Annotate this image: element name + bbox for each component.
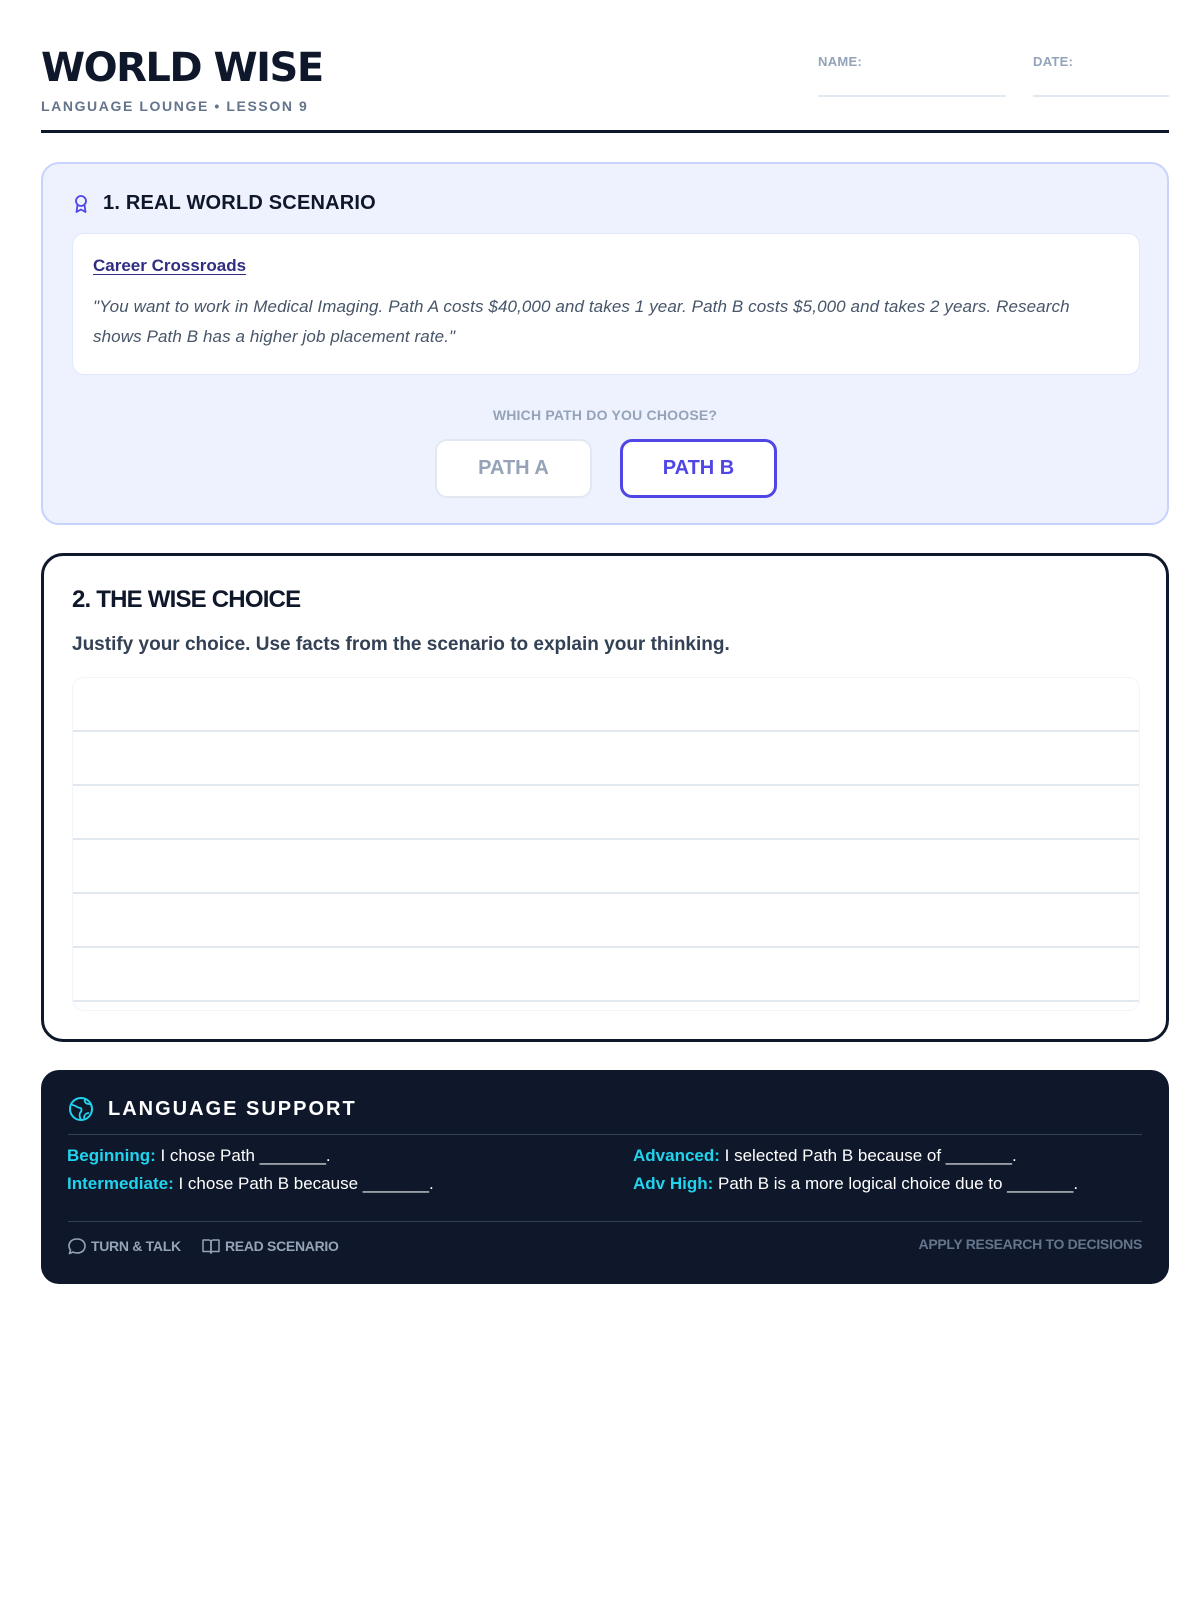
scenario-section: [41, 162, 1169, 525]
path-b-button[interactable]: PATH B: [620, 439, 777, 498]
chat-bubble-icon: [67, 1236, 87, 1256]
award-icon: [73, 194, 89, 214]
scenario-card: [72, 233, 1140, 375]
date-input-line[interactable]: [1033, 95, 1169, 97]
scenario-heading: [73, 192, 376, 215]
divider: [68, 1221, 1142, 1222]
path-a-button[interactable]: PATH A: [435, 439, 592, 498]
answer-writing-area[interactable]: [72, 677, 1140, 1011]
sentence-frame-intermediate: [67, 1174, 434, 1194]
globe-icon: [68, 1096, 94, 1122]
answer-line[interactable]: [73, 948, 1139, 1002]
date-field[interactable]: [1033, 54, 1169, 97]
wise-choice-section: [41, 553, 1169, 1042]
name-label: NAME:: [818, 54, 863, 69]
frame-text: I chose Path B because _______.: [173, 1174, 434, 1193]
open-book-icon: [201, 1236, 221, 1256]
scenario-quote: "You want to work in Medical Imaging. Path A costs $40,000 and takes 1 year. Path B costs $5,000 and takes 2 years. Research shows Path B has a higher job placement rate.": [93, 297, 1070, 346]
worksheet-header: [41, 40, 1169, 133]
frame-level-label: Adv High:: [633, 1174, 714, 1193]
answer-line[interactable]: [73, 732, 1139, 786]
frame-level-label: Beginning:: [67, 1146, 156, 1165]
choice-question: WHICH PATH DO YOU CHOOSE?: [492, 407, 718, 423]
language-support-heading: [68, 1096, 357, 1122]
turn-and-talk-label: TURN & TALK: [91, 1238, 181, 1254]
answer-line[interactable]: [73, 786, 1139, 840]
read-scenario-label: READ SCENARIO: [225, 1238, 339, 1254]
answer-line[interactable]: [73, 840, 1139, 894]
turn-and-talk-tag: [67, 1236, 181, 1256]
frame-level-label: Advanced:: [633, 1146, 720, 1165]
scenario-title: 1. REAL WORLD SCENARIO: [103, 192, 376, 214]
sentence-frame-advanced: [633, 1146, 1017, 1166]
page-title: WORLD WISE: [41, 45, 323, 91]
read-scenario-tag: [201, 1236, 339, 1256]
scenario-card-title[interactable]: Career Crossroads: [93, 256, 247, 275]
sentence-frame-beginning: [67, 1146, 331, 1166]
answer-line[interactable]: [73, 678, 1139, 732]
frame-text: I selected Path B because of _______.: [719, 1146, 1017, 1165]
name-input-line[interactable]: [818, 95, 1006, 97]
frame-text: Path B is a more logical choice due to _______.: [713, 1174, 1079, 1193]
language-support-panel: [41, 1070, 1169, 1284]
sentence-frame-adv-high: [633, 1174, 1078, 1194]
name-field[interactable]: [818, 54, 1006, 97]
wise-choice-title: 2. THE WISE CHOICE: [72, 586, 301, 613]
frame-level-label: Intermediate:: [67, 1174, 174, 1193]
date-label: DATE:: [1033, 54, 1074, 69]
language-support-title: LANGUAGE SUPPORT: [108, 1097, 357, 1120]
frame-text: I chose Path _______.: [155, 1146, 331, 1165]
lesson-objective: APPLY RESEARCH TO DECISIONS: [918, 1236, 1142, 1252]
answer-line[interactable]: [73, 894, 1139, 948]
divider: [68, 1134, 1142, 1135]
wise-choice-prompt: Justify your choice. Use facts from the scenario to explain your thinking.: [72, 634, 730, 655]
lesson-subtitle: LANGUAGE LOUNGE • LESSON 9: [41, 98, 309, 114]
